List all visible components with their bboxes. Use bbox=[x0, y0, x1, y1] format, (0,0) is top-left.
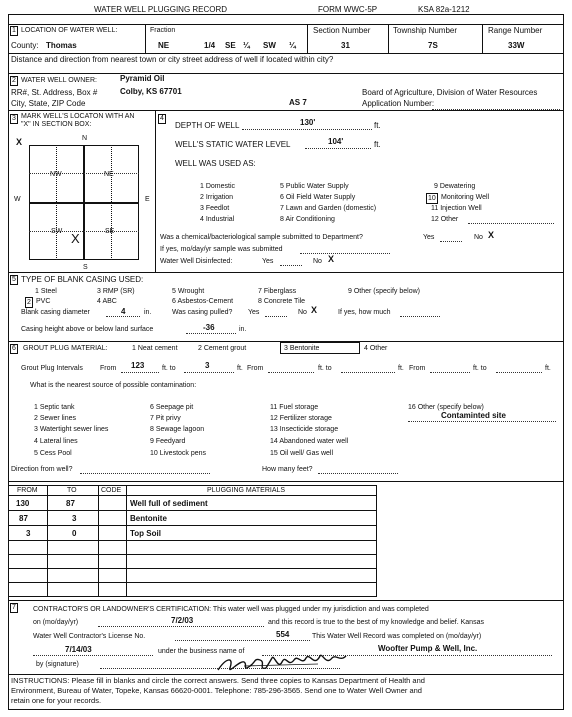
casing-type-label: TYPE OF BLANK CASING USED: bbox=[21, 275, 144, 284]
casing-height-value[interactable]: -36 bbox=[203, 323, 215, 332]
fraction-label: Fraction bbox=[150, 27, 176, 34]
casing-option[interactable]: 1 Steel bbox=[35, 288, 57, 295]
range-number-label: Range Number bbox=[488, 26, 543, 35]
diameter-in: in. bbox=[144, 309, 152, 316]
section-4-number: 4 bbox=[160, 115, 164, 122]
sample-date-label: If yes, mo/day/yr sample was submitted bbox=[160, 246, 283, 253]
quarter-se[interactable]: SE bbox=[225, 41, 236, 50]
casing-option[interactable]: 9 Other (specify below) bbox=[348, 288, 420, 295]
contamination-option[interactable]: 13 Insecticide storage bbox=[270, 426, 339, 433]
contamination-option[interactable]: 7 Pit privy bbox=[150, 415, 181, 422]
intervals-label: Grout Plug Intervals bbox=[21, 365, 83, 372]
static-level-value[interactable]: 104' bbox=[328, 137, 344, 146]
casing-option[interactable]: 6 Asbestos-Cement bbox=[172, 298, 234, 305]
casing-diameter-value[interactable]: 4 bbox=[121, 307, 126, 316]
interval-from-label-3: From bbox=[409, 365, 426, 372]
license-label: Water Well Contractor's License No. bbox=[33, 633, 146, 640]
table-header-from: FROM bbox=[17, 487, 38, 494]
west-label: W bbox=[14, 196, 21, 203]
section-number-label: Section Number bbox=[313, 26, 371, 35]
application-number-label: Application Number: bbox=[362, 99, 435, 108]
distance-label: Distance and direction from nearest town or city street address of well if located within city? bbox=[11, 55, 334, 64]
contamination-option[interactable]: 9 Feedyard bbox=[150, 438, 186, 445]
use-option[interactable]: 7 Lawn and Garden (domestic) bbox=[280, 205, 377, 212]
casing-option[interactable]: 8 Concrete Tile bbox=[258, 298, 306, 305]
pulled-no[interactable]: No bbox=[298, 309, 307, 316]
table-cell-to[interactable]: 3 bbox=[72, 514, 77, 523]
height-in: in. bbox=[239, 326, 247, 333]
section-2-number: 2 bbox=[12, 77, 16, 84]
section-5-number: 5 bbox=[12, 276, 16, 283]
contamination-option[interactable]: 15 Oil well/ Gas well bbox=[270, 450, 334, 457]
use-option[interactable]: 5 Public Water Supply bbox=[280, 183, 349, 190]
casing-option[interactable]: 3 RMP (SR) bbox=[97, 288, 135, 295]
use-option[interactable]: 6 Oil Field Water Supply bbox=[280, 194, 356, 201]
disinfected-yes[interactable]: Yes bbox=[262, 258, 274, 265]
chem-no-mark: X bbox=[488, 230, 495, 240]
table-cell-to[interactable]: 0 bbox=[72, 529, 77, 538]
nw-label: NW bbox=[50, 171, 62, 178]
chem-no[interactable]: No bbox=[474, 234, 483, 241]
section-3-number: 3 bbox=[12, 115, 16, 122]
how-many-feet-label: How many feet? bbox=[262, 466, 313, 473]
table-cell-material[interactable]: Well full of sediment bbox=[130, 499, 208, 508]
true-record-text: and this record is true to the best of my knowledge and belief. Kansas bbox=[268, 619, 484, 626]
contamination-option[interactable]: 14 Abandoned water well bbox=[270, 438, 349, 445]
well-location-mark: X bbox=[71, 231, 80, 246]
table-header-code: CODE bbox=[101, 487, 122, 494]
table-cell-from[interactable]: 130 bbox=[16, 499, 30, 508]
interval-to-label-3: ft. to bbox=[473, 365, 487, 372]
use-option-selected[interactable]: 10 bbox=[428, 195, 436, 202]
owner-label: WATER WELL OWNER: bbox=[21, 77, 97, 84]
interval-ft-3: ft. bbox=[545, 365, 551, 372]
casing-option[interactable]: 4 ABC bbox=[97, 298, 117, 305]
on-date-label: on (mo/day/yr) bbox=[33, 619, 79, 626]
interval-from-label-2: From bbox=[247, 365, 264, 372]
grout-option[interactable]: 2 Cement grout bbox=[198, 345, 247, 352]
table-cell-to[interactable]: 87 bbox=[66, 499, 75, 508]
casing-option[interactable]: 5 Wrought bbox=[172, 288, 205, 295]
section-6-number: 6 bbox=[12, 345, 16, 352]
interval-ft: ft. bbox=[237, 365, 243, 372]
casing-diameter-label: Blank casing diameter bbox=[21, 309, 90, 316]
location-label: LOCATION OF WATER WELL: bbox=[21, 27, 118, 34]
interval-to-label: ft. to bbox=[162, 365, 176, 372]
quarter-label-3: ¼ bbox=[289, 41, 296, 50]
depth-ft: ft. bbox=[374, 121, 381, 130]
contamination-option[interactable]: 12 Fertilizer storage bbox=[270, 415, 332, 422]
use-option[interactable]: 2 Irrigation bbox=[200, 194, 234, 201]
contamination-option[interactable]: 6 Seepage pit bbox=[150, 404, 194, 411]
instructions-line-1: INSTRUCTIONS: Please fill in blanks and circle the correct answers. Send three copies to Kansas Department of Health and bbox=[11, 676, 425, 685]
record-completed-label: This Water Well Record was completed on (mo/day/yr) bbox=[312, 633, 482, 640]
table-cell-material[interactable]: Top Soil bbox=[130, 529, 161, 538]
disinfected-no[interactable]: No bbox=[313, 258, 322, 265]
static-ft: ft. bbox=[374, 140, 381, 149]
instructions-line-2: Environment, Bureau of Water, Topeke, Kansas 66620-0001. Telephone: 785-296-3565. Send one to Water Well Owner and bbox=[11, 686, 422, 695]
ne-label: NE bbox=[104, 171, 114, 178]
casing-option[interactable]: 7 Fiberglass bbox=[258, 288, 297, 295]
sw-label: SW bbox=[51, 228, 63, 235]
contamination-option[interactable]: 11 Fuel storage bbox=[270, 404, 319, 411]
county-value[interactable]: Thomas bbox=[46, 41, 77, 50]
pulled-yes[interactable]: Yes bbox=[248, 309, 260, 316]
se-label: SE bbox=[105, 228, 115, 235]
use-option[interactable]: 8 Air Conditioning bbox=[280, 216, 335, 223]
grout-option-selected[interactable]: 3 Bentonite bbox=[284, 345, 320, 352]
certification-text: CONTRACTOR'S OR LANDOWNER'S CERTIFICATION: This water well was plugged under my jurisdiction and was completed bbox=[33, 606, 429, 613]
mark-location-label-1: MARK WELL'S LOCATON WITH AN bbox=[21, 113, 135, 120]
casing-pulled-label: Was casing pulled? bbox=[172, 309, 233, 316]
casing-option[interactable]: PVC bbox=[36, 298, 51, 305]
mark-location-label-2: "X" IN SECTION BOX: bbox=[21, 121, 92, 128]
business-name-label: under the business name of bbox=[158, 648, 245, 655]
record-date[interactable]: 7/14/03 bbox=[65, 645, 92, 654]
interval-from-value[interactable]: 123 bbox=[131, 361, 145, 370]
form-number: FORM WWC-5P bbox=[318, 5, 378, 14]
table-header-materials: PLUGGING MATERIALS bbox=[207, 487, 286, 494]
interval-from-label: From bbox=[100, 365, 117, 372]
section-1-number: 1 bbox=[12, 27, 16, 34]
table-cell-from[interactable]: 3 bbox=[26, 529, 31, 538]
static-level-label: WELL'S STATIC WATER LEVEL bbox=[175, 140, 291, 149]
other-contamination-value[interactable]: Contaminted site bbox=[441, 411, 506, 420]
how-much-label: If yes, how much bbox=[338, 309, 391, 316]
business-name-value[interactable]: Woofter Pump & Well, Inc. bbox=[378, 644, 478, 653]
grout-option[interactable]: 4 Other bbox=[364, 345, 388, 352]
east-label: E bbox=[145, 196, 150, 203]
ksa-number: KSA 82a-1212 bbox=[418, 5, 470, 14]
form-title: WATER WELL PLUGGING RECORD bbox=[94, 5, 228, 14]
use-option[interactable]: 3 Feedlot bbox=[200, 205, 230, 212]
use-option[interactable]: 9 Dewatering bbox=[434, 183, 476, 190]
disinfected-label: Water Well Disinfected: bbox=[160, 258, 233, 265]
township-number-label: Township Number bbox=[393, 26, 458, 35]
contamination-option[interactable]: 3 Watertight sewer lines bbox=[34, 426, 109, 433]
quarter-label-1: 1/4 bbox=[204, 41, 216, 50]
fraction-value[interactable]: NE bbox=[158, 41, 170, 50]
completion-date[interactable]: 7/2/03 bbox=[171, 616, 194, 625]
use-option[interactable]: Monitoring Well bbox=[441, 194, 490, 201]
grout-option[interactable]: 1 Neat cement bbox=[132, 345, 178, 352]
address-value[interactable]: Colby, KS 67701 bbox=[120, 87, 182, 96]
contamination-option[interactable]: 8 Sewage lagoon bbox=[150, 426, 205, 433]
use-option[interactable]: 11 Injection Well bbox=[431, 205, 482, 212]
south-label: S bbox=[83, 264, 88, 271]
chem-sample-label: Was a chemical/bacteriological sample submitted to Department? bbox=[160, 234, 363, 241]
contamination-option[interactable]: 1 Septic tank bbox=[34, 404, 75, 411]
signature-label: by (signature) bbox=[36, 661, 79, 668]
use-option[interactable]: 4 Industrial bbox=[200, 216, 235, 223]
owner-value[interactable]: Pyramid Oil bbox=[120, 74, 165, 83]
depth-label: DEPTH OF WELL bbox=[175, 121, 240, 130]
section-7-number: 7 bbox=[12, 604, 16, 611]
interval-to-label-2: ft. to bbox=[318, 365, 332, 372]
contamination-option[interactable]: 2 Sewer lines bbox=[34, 415, 77, 422]
nearest-source-label: What is the nearest source of possible contamination: bbox=[30, 382, 197, 389]
quarter-sw[interactable]: SW bbox=[263, 41, 276, 50]
chem-yes[interactable]: Yes bbox=[423, 234, 435, 241]
disinfected-no-mark: X bbox=[328, 254, 335, 264]
license-value[interactable]: 554 bbox=[276, 630, 290, 639]
quarter-label-2: ¼ bbox=[243, 41, 250, 50]
table-cell-material[interactable]: Bentonite bbox=[130, 514, 167, 523]
use-option[interactable]: 12 Other bbox=[431, 216, 459, 223]
address-label: RR#, St. Address, Box # bbox=[11, 88, 98, 97]
as-code: AS 7 bbox=[289, 98, 307, 107]
interval-to-value[interactable]: 3 bbox=[205, 361, 210, 370]
use-option[interactable]: 1 Domestic bbox=[200, 183, 236, 190]
table-cell-from[interactable]: 87 bbox=[19, 514, 28, 523]
contamination-option[interactable]: 10 Livestock pens bbox=[150, 450, 207, 457]
township-value[interactable]: 7S bbox=[428, 41, 438, 50]
casing-option-selected[interactable]: 2 bbox=[27, 299, 31, 306]
range-value[interactable]: 33W bbox=[508, 41, 525, 50]
contamination-option[interactable]: 16 Other (specify below) bbox=[408, 404, 484, 411]
contamination-option[interactable]: 4 Lateral lines bbox=[34, 438, 78, 445]
depth-value[interactable]: 130' bbox=[300, 118, 316, 127]
pulled-no-mark: X bbox=[311, 305, 318, 315]
used-as-label: WELL WAS USED AS: bbox=[175, 159, 256, 168]
instructions-line-3: retain one for your records. bbox=[11, 696, 102, 705]
grout-label: GROUT PLUG MATERIAL: bbox=[23, 345, 108, 352]
signature-image bbox=[214, 648, 354, 676]
north-label: N bbox=[82, 135, 88, 142]
casing-height-label: Casing height above or below land surface bbox=[21, 326, 154, 333]
section-value[interactable]: 31 bbox=[341, 41, 350, 50]
city-label: City, State, ZIP Code bbox=[11, 99, 86, 108]
contamination-option[interactable]: 5 Cess Pool bbox=[34, 450, 72, 457]
interval-ft-2: ft. bbox=[398, 365, 404, 372]
board-label: Board of Agriculture, Division of Water Resources bbox=[362, 88, 538, 97]
x-mark: X bbox=[16, 137, 23, 147]
county-label: County: bbox=[11, 41, 39, 50]
direction-label: Direction from well? bbox=[11, 466, 73, 473]
table-header-to: TO bbox=[67, 487, 77, 494]
